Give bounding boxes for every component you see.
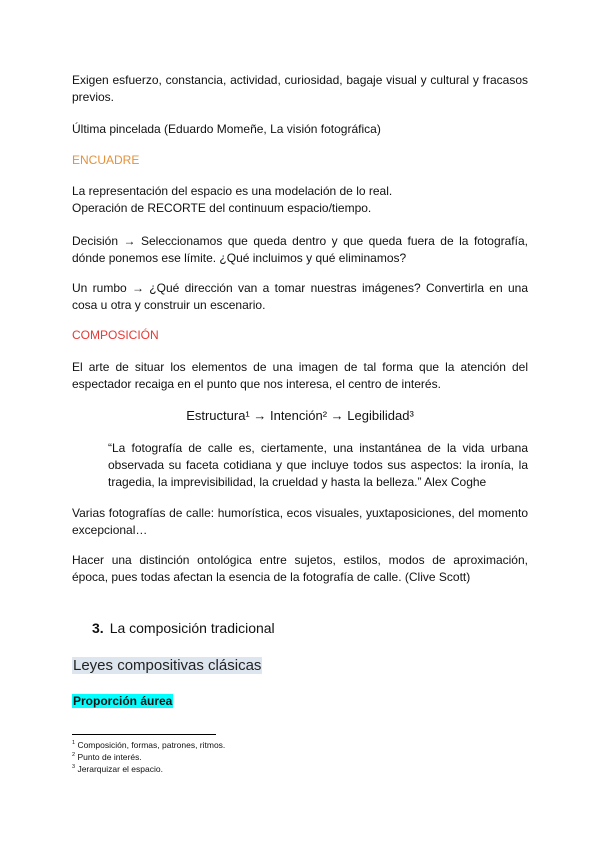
- footnote-1: [72, 740, 225, 751]
- paragraph-street-photo-types: Varias fotografías de calle: humorística, ecos visuales, yuxtaposiciones, del momento excepcional…: [72, 506, 528, 537]
- section-heading: [92, 620, 275, 636]
- paragraph-composicion-definition: El arte de situar los elementos de una imagen de tal forma que la atención del espectador recaiga en el punto que nos interesa, el centro de interés.: [72, 360, 528, 391]
- highlight-proporcion-aurea: Proporción áurea: [73, 694, 173, 708]
- section-title: La composición tradicional: [109, 620, 275, 636]
- footnote-mark: 1: [72, 740, 76, 747]
- formula-line: Estructura¹ → Intención² → Legibilidad³: [186, 408, 414, 423]
- quote-block: “La fotografía de calle es, ciertamente, una instantánea de la vida urbana observada su faceta cotidiana y que incluye todos sus aspectos: la ironía, la tragedia, la imprevisibilidad, la crueldad y hasta la belleza.” Alex Coghe: [108, 441, 528, 489]
- paragraph-citation: Última pincelada (Eduardo Momeñe, La visión fotográfica): [72, 122, 381, 136]
- paragraph-requirements: Exigen esfuerzo, constancia, actividad, curiosidad, bagaje visual y cultural y fracasos previos.: [72, 73, 528, 104]
- heading-encuadre: ENCUADRE: [72, 153, 140, 167]
- subheading-leyes: Leyes compositivas clásicas: [73, 657, 262, 674]
- footnote-separator: [72, 734, 216, 735]
- footnote-text: Punto de interés.: [75, 752, 142, 762]
- paragraph-encuadre-line2: Operación de RECORTE del continuum espacio/tiempo.: [72, 201, 372, 215]
- paragraph-encuadre-line1: La representación del espacio es una modelación de lo real.: [72, 184, 393, 198]
- footnote-text: Jerarquizar el espacio.: [75, 764, 163, 774]
- footnote-2: [72, 752, 142, 763]
- paragraph-decision: Decisión → Seleccionamos que queda dentro y que queda fuera de la fotografía, dónde ponemos ese límite. ¿Qué incluimos y qué eliminamos?: [72, 234, 528, 265]
- section-number: 3.: [92, 620, 104, 636]
- paragraph-clive-scott: Hacer una distinción ontológica entre sujetos, estilos, modos de aproximación, época, pues todas afectan la esencia de la fotografía de calle. (Clive Scott): [72, 553, 528, 584]
- footnote-text: Composición, formas, patrones, ritmos.: [75, 740, 226, 750]
- footnote-mark: 3: [72, 764, 76, 771]
- footnote-mark: 2: [72, 752, 76, 759]
- heading-composicion: COMPOSICIÓN: [72, 328, 159, 342]
- paragraph-rumbo: Un rumbo → ¿Qué dirección van a tomar nuestras imágenes? Convertirla en una cosa u otra y construir un escenario.: [72, 281, 528, 312]
- footnote-3: [72, 764, 163, 775]
